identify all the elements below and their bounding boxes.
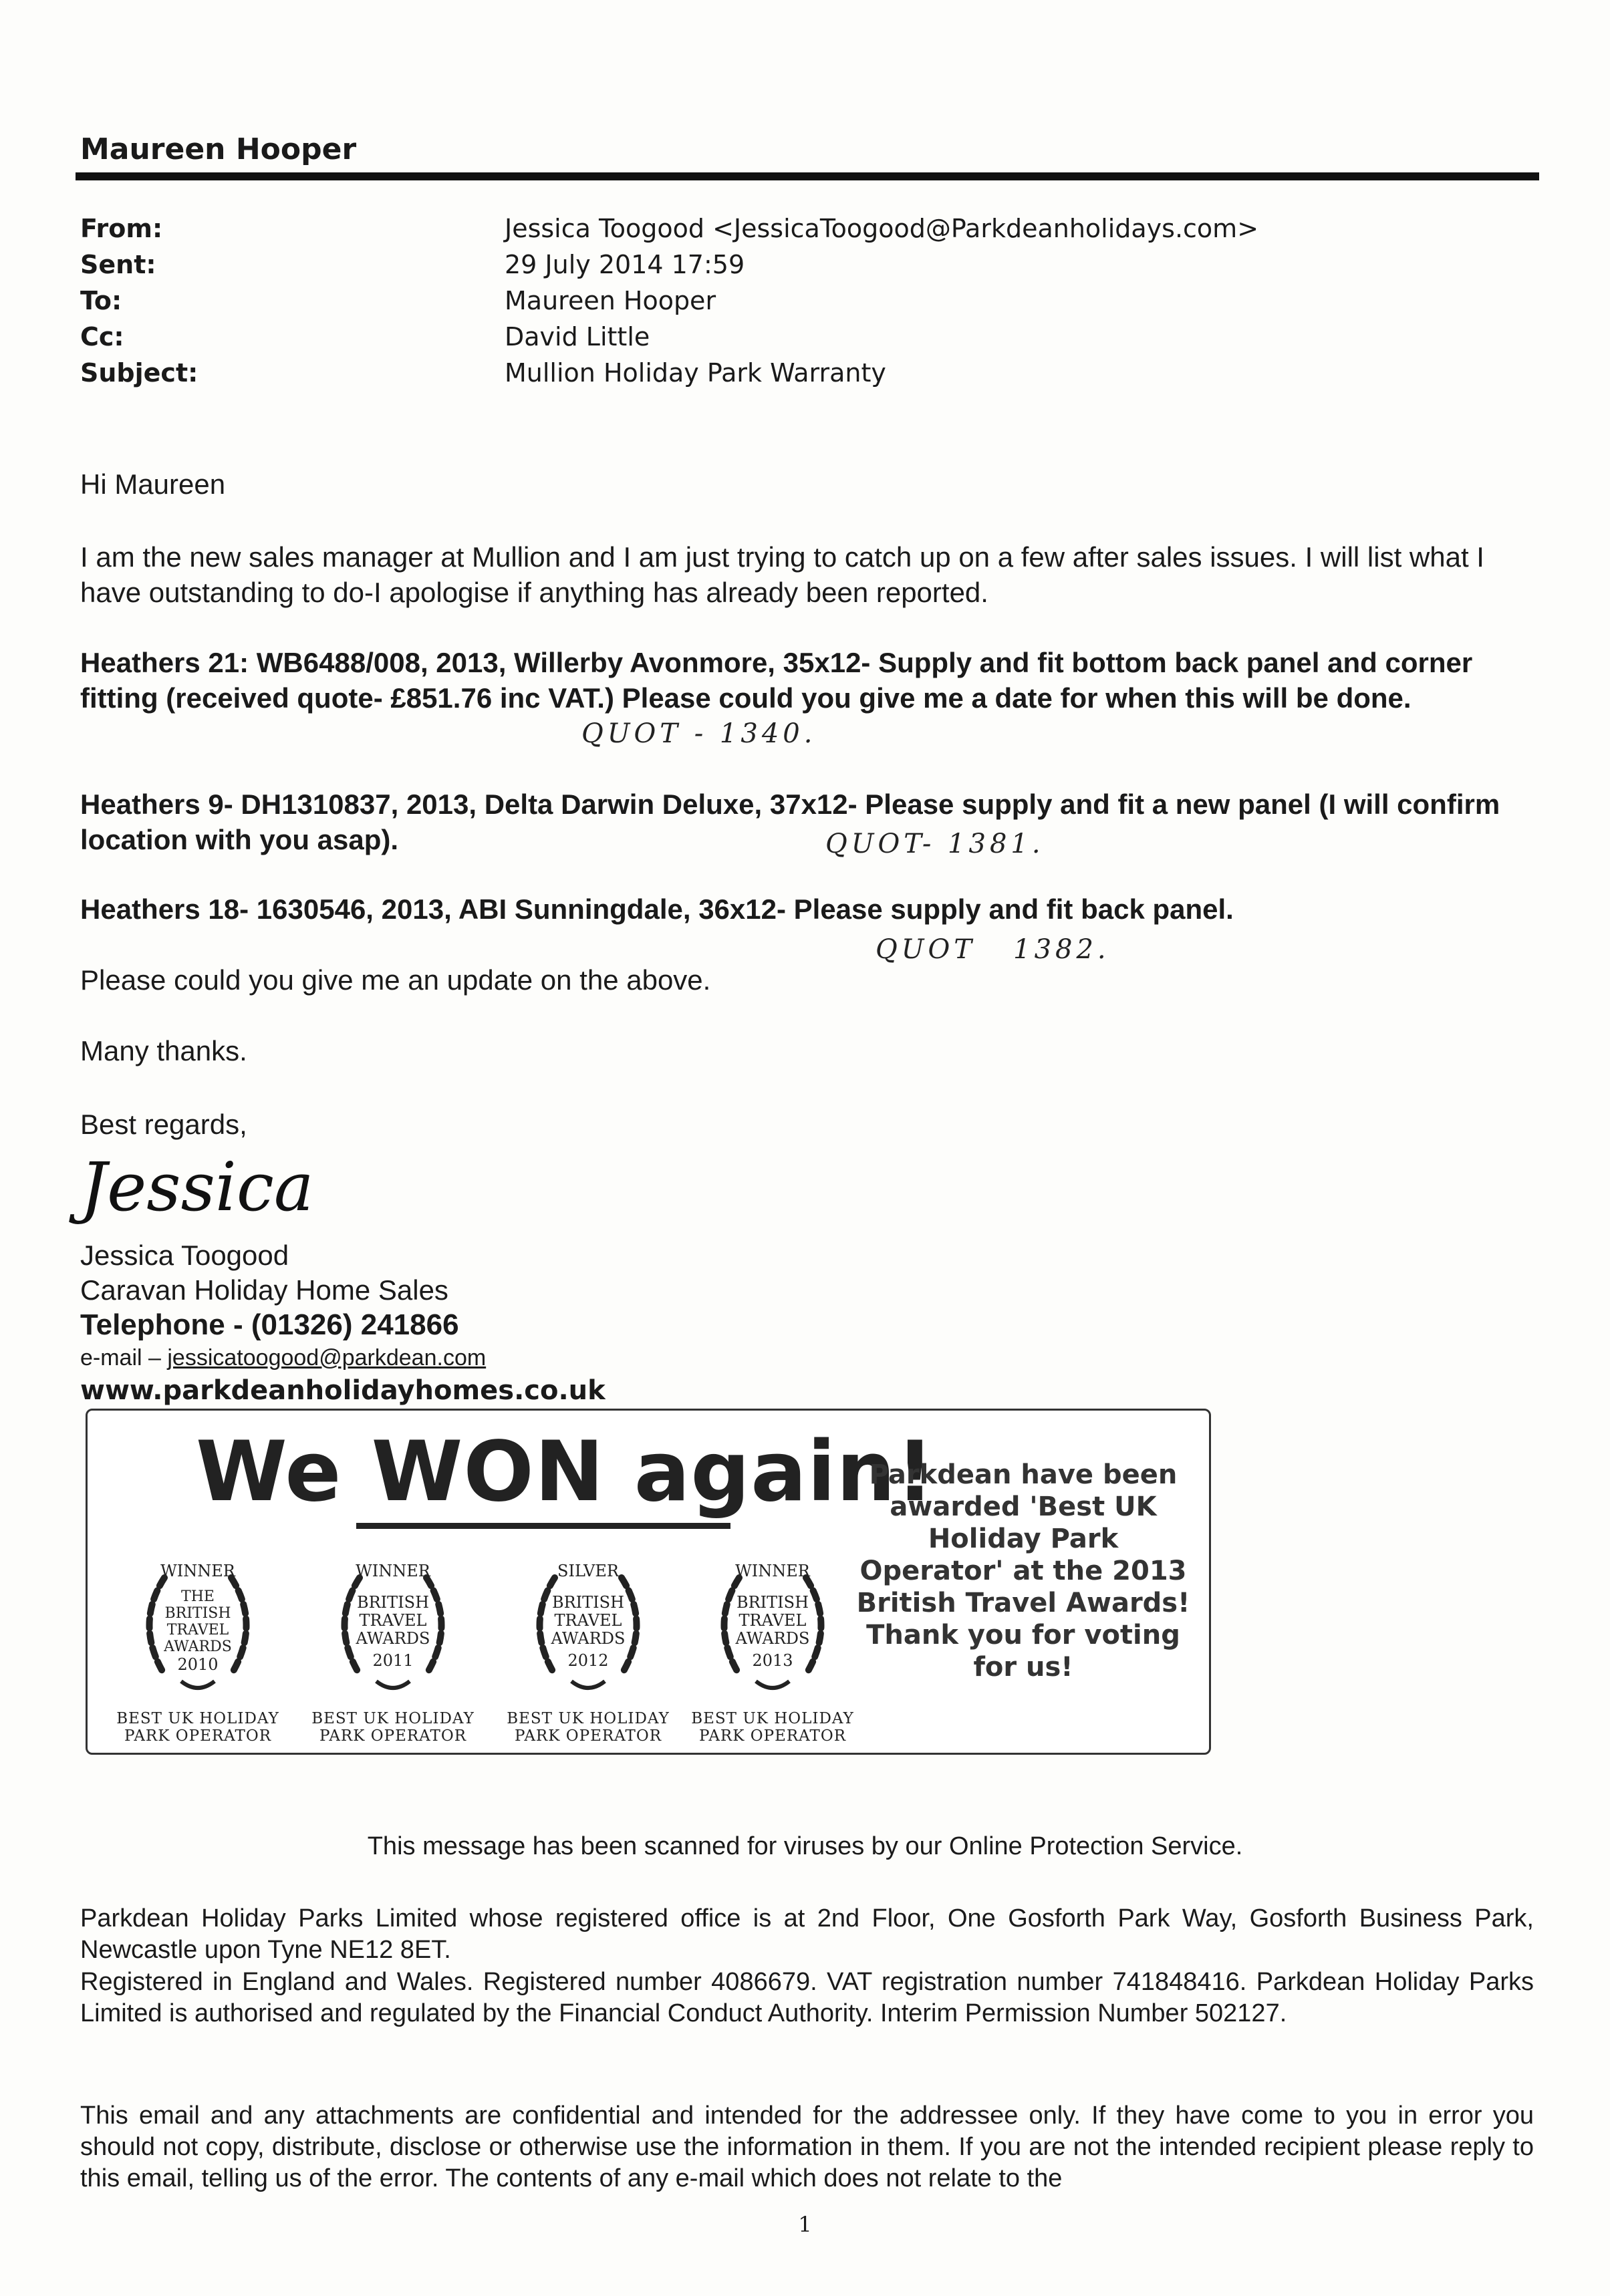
header-rule	[76, 172, 1539, 180]
handwritten-quote-note-2: QUOT- 1381.	[825, 829, 1045, 859]
item-heathers-9: Heathers 9- DH1310837, 2013, Delta Darwin Deluxe, 37x12- Please supply and fit a new panel (I will confirm location with you asap).	[80, 788, 1500, 855]
to-value: Maureen Hooper	[505, 286, 716, 315]
virus-scan-notice: This message has been scanned for viruses by our Online Protection Service.	[367, 1832, 1243, 1860]
award-caption: BEST UK HOLIDAY PARK OPERATOR	[311, 1710, 475, 1745]
registration-details: Registered in England and Wales. Registered number 4086679. VAT registration number 741848416. Parkdean Holiday Parks Limited is authorised and regulated by the Financial Conduct Authority. Interim Permission Number 502127.	[80, 1968, 1534, 2027]
award-2010	[108, 1551, 288, 1745]
mailbox-owner: Maureen Hooper	[80, 132, 357, 166]
from-label: From:	[80, 214, 163, 243]
signature-title: Caravan Holiday Home Sales	[80, 1274, 448, 1306]
banner-headline: We WON again!	[196, 1424, 935, 1520]
award-caption: BEST UK HOLIDAY PARK OPERATOR	[116, 1710, 279, 1745]
award-top-text: WINNER	[160, 1562, 235, 1580]
svg-text:AWARDS: AWARDS	[551, 1629, 626, 1648]
svg-text:TRAVEL: TRAVEL	[554, 1611, 622, 1630]
handwritten-quote-note-3: QUOT 1382.	[876, 934, 1110, 965]
handwritten-signature: Jessica	[80, 1148, 314, 1226]
svg-text:AWARDS: AWARDS	[356, 1629, 430, 1648]
svg-text:WINNER: WINNER	[735, 1562, 810, 1580]
registered-office: Parkdean Holiday Parks Limited whose registered office is at 2nd Floor, One Gosforth Park Way, Gosforth Business Park, Newcastle upon Tyne NE12 8ET.	[80, 1904, 1534, 1964]
svg-text:AWARDS: AWARDS	[735, 1629, 810, 1648]
to-label: To:	[80, 286, 122, 315]
update-request: Please could you give me an update on the above.	[80, 964, 711, 996]
subject-value: Mullion Holiday Park Warranty	[505, 358, 886, 388]
from-value: Jessica Toogood <JessicaToogood@Parkdeanholidays.com>	[505, 214, 1259, 243]
svg-text:THE: THE	[181, 1588, 215, 1605]
regards: Best regards,	[80, 1109, 247, 1140]
signature-email-line	[80, 1344, 486, 1371]
sent-label: Sent:	[80, 250, 156, 279]
svg-text:WINNER: WINNER	[356, 1562, 430, 1580]
item-heathers-18: Heathers 18- 1630546, 2013, ABI Sunningdale, 36x12- Please supply and fit back panel.	[80, 893, 1234, 925]
handwritten-quote-note-1: QUOT - 1340.	[581, 718, 817, 749]
svg-text:TRAVEL: TRAVEL	[739, 1611, 807, 1630]
award-caption: BEST UK HOLIDAY PARK OPERATOR	[507, 1710, 670, 1745]
sent-value: 29 July 2014 17:59	[505, 250, 745, 279]
item-heathers-21: Heathers 21: WB6488/008, 2013, Willerby Avonmore, 35x12- Supply and fit bottom back panel and corner fitting (received quote- £851.76 inc VAT.) Please could you give me a date for when this will be done.	[80, 647, 1473, 714]
svg-text:TRAVEL: TRAVEL	[166, 1622, 229, 1638]
signature-name: Jessica Toogood	[80, 1240, 289, 1271]
confidentiality-notice: This email and any attachments are confidential and intended for the addressee only. If they have come to you in error you should not copy, distribute, disclose or otherwise use the information in them. If you are not the intended recipient please reply to this email, telling us of the error. The contents of any e-mail which does not relate to the	[80, 2102, 1534, 2192]
award-2011	[303, 1551, 483, 1745]
subject-label: Subject:	[80, 358, 198, 388]
svg-text:BRITISH: BRITISH	[356, 1593, 430, 1612]
headline-underline	[356, 1523, 730, 1529]
thanks: Many thanks.	[80, 1035, 247, 1066]
email-prefix: e-mail –	[80, 1345, 168, 1371]
laurel-wreath-icon	[313, 1551, 473, 1705]
award-2012	[498, 1551, 678, 1745]
award-caption: BEST UK HOLIDAY PARK OPERATOR	[691, 1710, 854, 1745]
cc-value: David Little	[505, 322, 650, 351]
svg-text:BRITISH: BRITISH	[164, 1605, 231, 1622]
svg-text:2012: 2012	[567, 1651, 609, 1670]
email-link[interactable]: jessicatoogood@parkdean.com	[167, 1345, 487, 1371]
svg-text:2011: 2011	[372, 1651, 414, 1670]
svg-text:2010: 2010	[177, 1655, 219, 1674]
svg-text:BRITISH: BRITISH	[736, 1593, 809, 1612]
awards-banner	[86, 1409, 1211, 1755]
svg-text:TRAVEL: TRAVEL	[359, 1611, 427, 1630]
banner-blurb: Parkdean have been awarded 'Best UK Holiday Park Operator' at the 2013 British Travel Awards! Thank you for voting for us!	[856, 1459, 1190, 1683]
svg-text:AWARDS: AWARDS	[164, 1638, 232, 1655]
svg-text:2013: 2013	[752, 1651, 793, 1670]
laurel-wreath-icon	[508, 1551, 668, 1705]
website-link[interactable]: www.parkdeanholidayhomes.co.uk	[80, 1375, 606, 1406]
svg-text:BRITISH: BRITISH	[551, 1593, 625, 1612]
svg-text:SILVER: SILVER	[557, 1562, 619, 1580]
signature-telephone: Telephone - (01326) 241866	[80, 1308, 459, 1341]
cc-label: Cc:	[80, 322, 124, 351]
laurel-wreath-icon	[118, 1551, 278, 1705]
award-2013	[682, 1551, 863, 1745]
greeting: Hi Maureen	[80, 468, 226, 500]
page-number: 1	[798, 2212, 812, 2237]
intro-paragraph: I am the new sales manager at Mullion and I am just trying to catch up on a few after sales issues. I will list what I have outstanding to do-I apologise if anything has already been reported.	[80, 541, 1484, 608]
laurel-wreath-icon	[692, 1551, 853, 1705]
